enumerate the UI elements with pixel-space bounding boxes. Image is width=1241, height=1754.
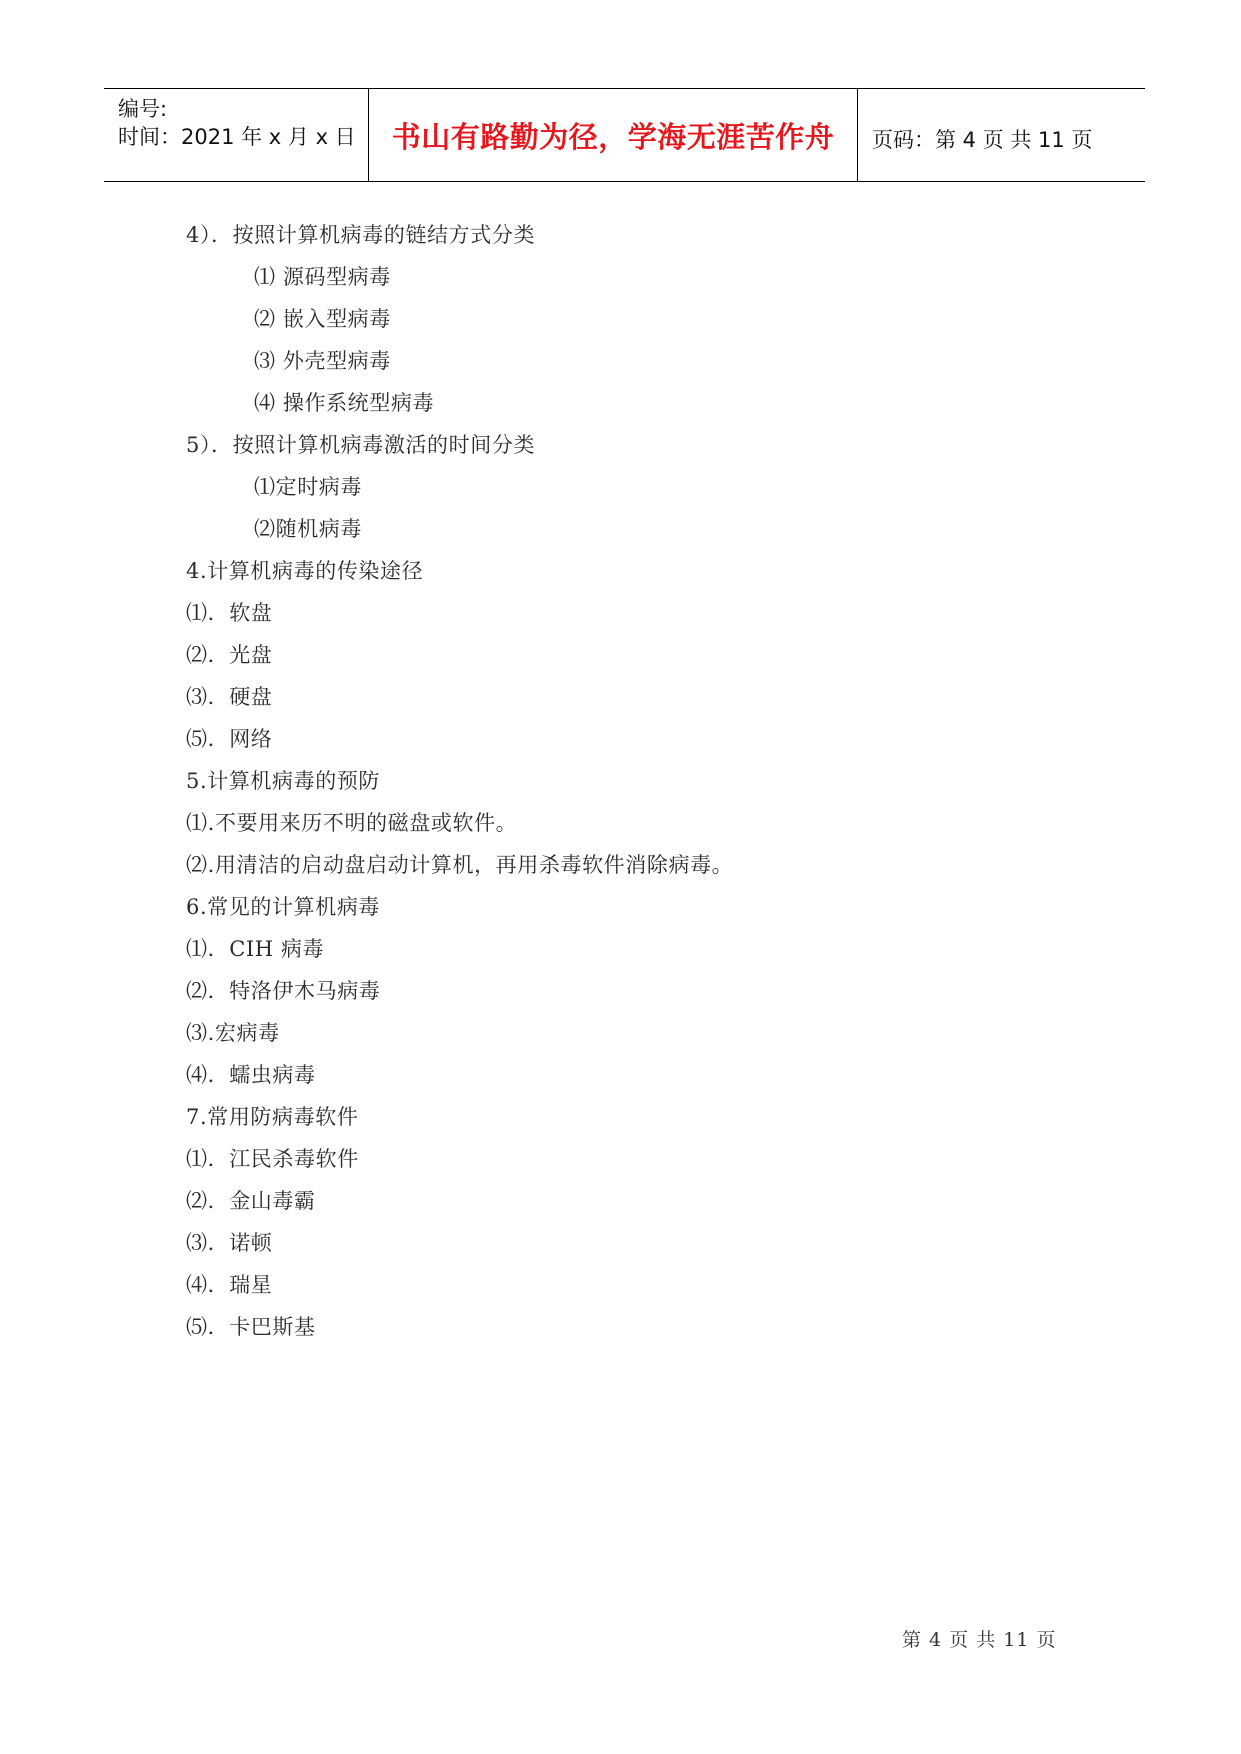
header-motto-cell — [368, 89, 858, 181]
section-heading: 7.常用防病毒软件 — [186, 1105, 359, 1129]
list-item: ⑸．网络 — [186, 727, 273, 751]
section-heading: 6.常见的计算机病毒 — [186, 895, 381, 919]
list-item: ⑴ 源码型病毒 — [254, 265, 391, 289]
list-item: ⑷．瑞星 — [186, 1273, 273, 1297]
section-heading: 5.计算机病毒的预防 — [186, 769, 381, 793]
header-page-cell — [858, 89, 1145, 181]
section-heading: 4.计算机病毒的传染途径 — [186, 559, 424, 583]
list-item: ⑵.用清洁的启动盘启动计算机，再用杀毒软件消除病毒。 — [186, 853, 734, 877]
list-item: ⑵．特洛伊木马病毒 — [186, 979, 381, 1003]
header-page-label: 页码：第 4 页 共 11 页 — [872, 128, 1093, 152]
list-item: ⑵．金山毒霸 — [186, 1189, 316, 1213]
section-heading: 5）．按照计算机病毒激活的时间分类 — [186, 433, 536, 457]
list-item: ⑵ 嵌入型病毒 — [254, 307, 391, 331]
time-label: 时间：2021 年 x 月 x 日 — [118, 125, 356, 149]
list-item: ⑴定时病毒 — [254, 475, 362, 499]
list-item: ⑶．硬盘 — [186, 685, 273, 709]
list-item: ⑶ 外壳型病毒 — [254, 349, 391, 373]
document-header — [104, 88, 1145, 182]
list-item: ⑷ 操作系统型病毒 — [254, 391, 435, 415]
header-meta-cell — [104, 89, 368, 181]
list-item: ⑵随机病毒 — [254, 517, 362, 541]
list-item: ⑴．CIH 病毒 — [186, 937, 325, 961]
list-item: ⑶.宏病毒 — [186, 1021, 280, 1045]
list-item: ⑶．诺顿 — [186, 1231, 273, 1255]
header-motto: 书山有路勤为径，学海无涯苦作舟 — [391, 120, 835, 154]
page-footer: 第 4 页 共 11 页 — [902, 1629, 1057, 1651]
list-item: ⑴．江民杀毒软件 — [186, 1147, 359, 1171]
list-item: ⑴.不要用来历不明的磁盘或软件。 — [186, 811, 518, 835]
section-heading: 4）．按照计算机病毒的链结方式分类 — [186, 223, 536, 247]
list-item: ⑴．软盘 — [186, 601, 273, 625]
list-item: ⑵．光盘 — [186, 643, 273, 667]
list-item: ⑷．蠕虫病毒 — [186, 1063, 316, 1087]
number-label: 编号: — [118, 97, 168, 121]
list-item: ⑸．卡巴斯基 — [186, 1315, 316, 1339]
